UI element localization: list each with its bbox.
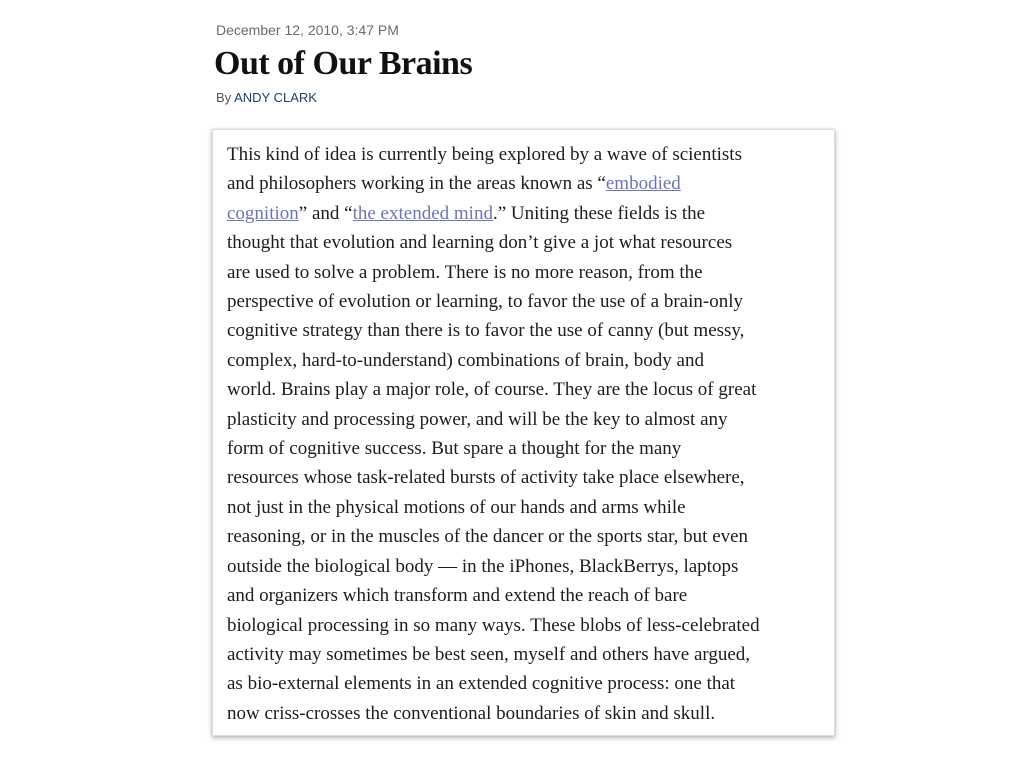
excerpt-line: form of cognitive success. But spare a thought for the many xyxy=(227,438,682,460)
excerpt-text-span: and philosophers working in the areas known as “ xyxy=(227,173,606,195)
excerpt-line: plasticity and processing power, and will be the key to almost any xyxy=(227,408,728,430)
excerpt-line: and organizers which transform and extend the reach of bare xyxy=(227,585,688,607)
excerpt-line: activity may sometimes be best seen, myself and others have argued, xyxy=(227,643,751,665)
excerpt-line: This kind of idea is currently being explored by a wave of scientists xyxy=(227,144,742,165)
excerpt-line: outside the biological body — in the iPhones, BlackBerrys, laptops xyxy=(227,555,739,577)
excerpt-line: cognitive strategy than there is to favor the use of canny (but messy, xyxy=(227,320,745,342)
embodied-cognition-link[interactable]: embodied xyxy=(605,173,681,195)
embodied-cognition-link-continued[interactable]: cognition xyxy=(227,202,299,224)
article-dateline: December 12, 2010, 3:47 PM xyxy=(216,22,399,38)
byline-prefix: By xyxy=(216,90,232,105)
article-byline xyxy=(216,90,317,105)
article-headline: Out of Our Brains xyxy=(214,45,473,82)
excerpt-line: reasoning, or in the muscles of the dancer or the sports star, but even xyxy=(227,526,749,548)
excerpt-line: not just in the physical motions of our hands and arms while xyxy=(227,496,686,518)
quote-excerpt-text xyxy=(227,140,760,728)
excerpt-line: biological processing in so many ways. These blobs of less-celebrated xyxy=(227,614,760,636)
excerpt-text-span: ” and “ xyxy=(298,202,353,224)
excerpt-line: perspective of evolution or learning, to favor the use of a brain-only xyxy=(227,291,743,313)
author-link[interactable]: ANDY CLARK xyxy=(234,90,317,105)
excerpt-line: thought that evolution and learning don’t give a jot what resources xyxy=(227,232,733,254)
quote-excerpt-card xyxy=(212,129,835,736)
excerpt-line: world. Brains play a major role, of course. They are the locus of great xyxy=(227,379,757,401)
excerpt-line xyxy=(227,169,760,198)
excerpt-line: resources whose task-related bursts of activity take place elsewhere, xyxy=(227,467,745,489)
extended-mind-link[interactable]: the extended mind xyxy=(352,202,493,224)
excerpt-line: as bio-external elements in an extended cognitive process: one that xyxy=(227,673,736,695)
excerpt-text-span: .” Uniting these fields is the xyxy=(492,202,706,224)
excerpt-line: are used to solve a problem. There is no more reason, from the xyxy=(227,261,703,283)
excerpt-line xyxy=(227,199,760,228)
excerpt-line: complex, hard-to-understand) combinations of brain, body and xyxy=(227,349,704,371)
excerpt-line: now criss-crosses the conventional boundaries of skin and skull. xyxy=(227,702,716,724)
